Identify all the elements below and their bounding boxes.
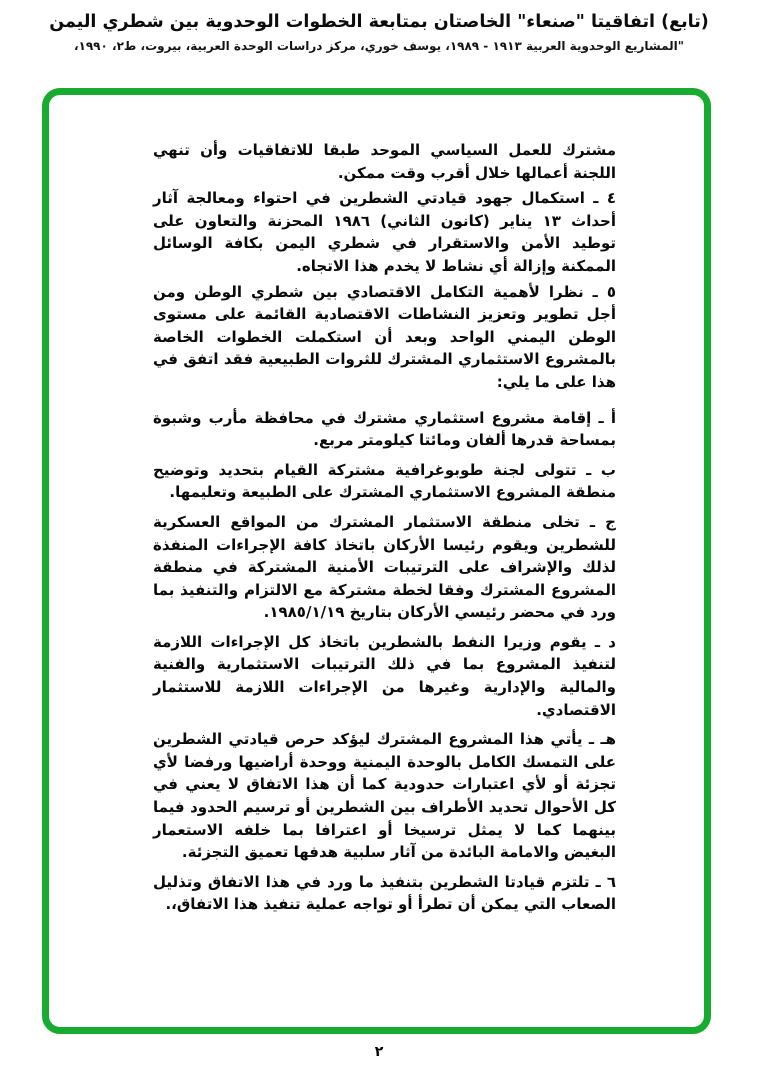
document-body — [153, 139, 616, 916]
item-alef: أ ـ إقامة مشروع استثماري مشترك في محافظة مأرب وشبوة بمساحة قدرها ألفان ومائتا كيلومتر مربع. — [153, 408, 616, 450]
page-header — [0, 12, 758, 53]
page-number: ٢ — [374, 1044, 384, 1060]
item-5: ٥ ـ نظرا لأهمية التكامل الاقتصادي بين شطري الوطن ومن أجل تطوير وتعزيز النشاطات الاقتصادية القائمة على مستوى الوطن اليمني الواحد وبعد أن استكملت الخطوات الخاصة بالمشروع الاستثماري المشترك للثروات الطبيعية فقد اتفق في هذا على ما يلي: — [153, 282, 616, 391]
paragraph-continuation: مشترك للعمل السياسي الموحد طبقا للاتفاقيات وأن تنهي اللجنة أعمالها خلال أقرب وقت ممكن. — [153, 141, 616, 182]
item-ba: ب ـ تتولى لجنة طوبوغرافية مشتركة القيام بتحديد وتوضيح منطقة المشروع الاستثماري المشترك على الطبيعة وتعليمها. — [153, 460, 616, 502]
item-ha: هـ ـ يأتي هذا المشروع المشترك ليؤكد حرص قيادتي الشطرين على التمسك الكامل بالوحدة اليمنية ووحدة أراضيها ورفضا لأي تجزئة أو لأي اعتبارات حدودية كما أن هذا الاتفاق لا يعني في كل الأحوال تحديد الأطراف بين الشطرين أو ترسيم الحدود فيما بينهما كما لا يمثل ترسيخا أو اعترافا بما خلفه الاستعمار البغيض والامامة البائدة من آثار سلبية هدفها تعميق التجزئة. — [153, 730, 616, 862]
item-6: ٦ ـ تلتزم قيادتا الشطرين بتنفيذ ما ورد في هذا الاتفاق وتذليل الصعاب التي يمكن أن تطرأ أو تواجه عملية تنفيذ هذا الاتفاق،. — [153, 872, 616, 914]
header-citation: "المشاريع الوحدوية العربية ١٩١٣ - ١٩٨٩، يوسف خوري، مركز دراسات الوحدة العربية، بيروت، ط٢، ١٩٩٠، — [73, 39, 685, 53]
item-4: ٤ ـ استكمال جهود قيادتي الشطرين في احتواء ومعالجة آثار أحداث ١٣ يناير (كانون الثاني) ١٩٨٦ المحزنة والتعاون على توطيد الأمن والاستقرار في شطري اليمن بكافة الوسائل الممكنة وإزالة أي نشاط لا يخدم هذا الاتجاه. — [153, 189, 616, 275]
header-title: (تابع) اتفاقيتا "صنعاء" الخاصتان بمتابعة الخطوات الوحدوية بين شطري اليمن — [49, 12, 709, 32]
item-dal: د ـ يقوم وزيرا النفط بالشطرين باتخاذ كل الإجراءات اللازمة لتنفيذ المشروع بما في ذلك الترتيبات الاستثمارية والفنية والمالية والإدارية وغيرها من الإجراءات اللازمة للاستثمار الاقتصادي. — [153, 632, 616, 719]
green-border-frame — [42, 88, 711, 1034]
item-jim: ج ـ تخلى منطقة الاستثمار المشترك من المواقع العسكرية للشطرين ويقوم رئيسا الأركان باتخاذ كافة الإجراءات المنفذة لذلك والإشراف على الترتيبات الأمنية المشتركة في منطقة المشروع المشترك وفقا لخطة مشتركة مع الالتزام والتنفيذ بما ورد في محضر رئيسي الأركان بتاريخ ١٩٨٥/١/١٩. — [153, 512, 616, 622]
